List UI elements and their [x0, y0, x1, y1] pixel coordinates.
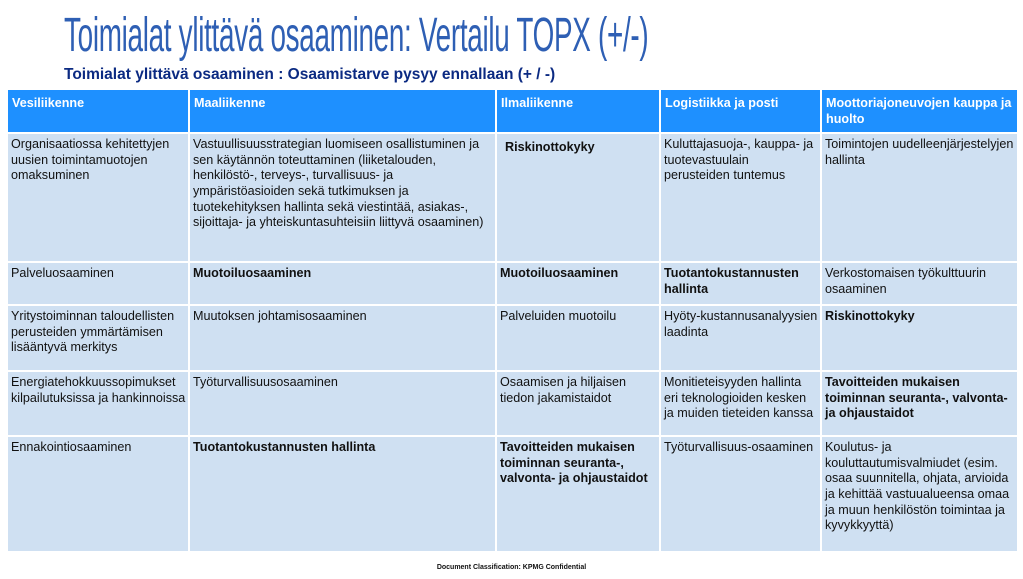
column-header-vesiliikenne: Vesiliikenne: [8, 90, 190, 132]
comparison-table: [8, 90, 1017, 551]
column-header-maaliikenne: Maaliikenne: [190, 90, 497, 132]
table-cell: Vastuullisuusstrategian luomiseen osallistuminen ja sen käytännön toteuttaminen (liiketalouden, henkilöstö-, terveys-, turvallisuus- ja ympäristöasioiden sekä tutkimuksen ja tuotekehityksen hallinta sekä viestintää, asiakas-, sijoittaja- ja yhteiskuntasuhteisiin liittyvä osaaminen): [190, 132, 497, 261]
table-cell: Tuotantokustannusten hallinta: [190, 435, 497, 551]
table-row: [8, 370, 1017, 435]
column-header-ilmaliikenne: Ilmaliikenne: [497, 90, 661, 132]
document-classification-footer: Document Classification: KPMG Confidential: [436, 564, 587, 571]
table-cell: Verkostomaisen työkulttuurin osaaminen: [822, 261, 1017, 304]
table-cell: Riskinottokyky: [822, 304, 1017, 370]
table-cell: Tavoitteiden mukaisen toiminnan seuranta-, valvonta- ja ohjaustaidot: [497, 435, 661, 551]
table-cell: Koulutus- ja kouluttautumisvalmiudet (esim. osaa suunnitella, ohjata, arvioida ja kehittää vastuualueensa omaa ja muun henkilöstön toimintaa ja kyvykkyyttä): [822, 435, 1017, 551]
table-cell: Kuluttajasuoja-, kauppa- ja tuotevastuulain perusteiden tuntemus: [661, 132, 822, 261]
table-cell: Energiatehokkuussopimukset kilpailutuksissa ja hankinnoissa: [8, 370, 190, 435]
table-cell: Tavoitteiden mukaisen toiminnan seuranta-, valvonta- ja ohjaustaidot: [822, 370, 1017, 435]
table-cell: Monitieteisyyden hallinta eri teknologioiden kesken ja muiden tieteiden kanssa: [661, 370, 822, 435]
table-cell: Työturvallisuus-osaaminen: [661, 435, 822, 551]
table-row: [8, 132, 1017, 261]
table-cell: Hyöty-kustannusanalyysien laadinta: [661, 304, 822, 370]
table-row: [8, 261, 1017, 304]
table-cell: Muotoiluosaaminen: [190, 261, 497, 304]
table-cell: Muotoiluosaaminen: [497, 261, 661, 304]
table-cell: Riskinottokyky: [497, 132, 661, 261]
table-cell: Tuotantokustannusten hallinta: [661, 261, 822, 304]
column-header-logistiikka: Logistiikka ja posti: [661, 90, 822, 132]
table-cell: Palveluiden muotoilu: [497, 304, 661, 370]
table-cell: Ennakointiosaaminen: [8, 435, 190, 551]
table-header-row: [8, 90, 1017, 132]
table-cell: Muutoksen johtamisosaaminen: [190, 304, 497, 370]
page-title: Toimialat ylittävä osaaminen: Vertailu TOPX (+/-): [64, 9, 649, 62]
page-subtitle: Toimialat ylittävä osaaminen : Osaamistarve pysyy ennallaan (+ / -): [64, 66, 556, 83]
table-cell: Organisaatiossa kehitettyjen uusien toimintamuotojen omaksuminen: [8, 132, 190, 261]
table-row: [8, 304, 1017, 370]
column-header-moottoriajoneuvot: Moottoriajoneuvojen kauppa ja huolto: [822, 90, 1017, 132]
table-cell: Palveluosaaminen: [8, 261, 190, 304]
table-cell: Osaamisen ja hiljaisen tiedon jakamistaidot: [497, 370, 661, 435]
table-cell: Yritystoiminnan taloudellisten perusteiden ymmärtämisen lisääntyvä merkitys: [8, 304, 190, 370]
table-cell: Toimintojen uudelleenjärjestelyjen hallinta: [822, 132, 1017, 261]
table-row: [8, 435, 1017, 551]
table-cell: Työturvallisuusosaaminen: [190, 370, 497, 435]
